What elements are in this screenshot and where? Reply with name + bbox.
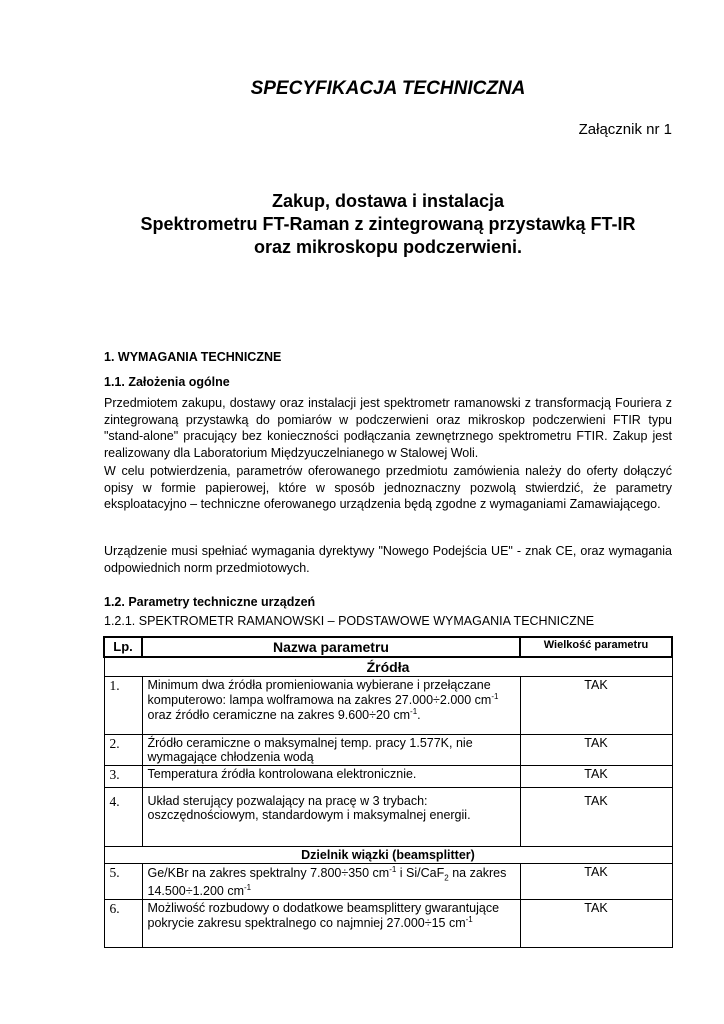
row-parameter: Minimum dwa źródła promieniowania wybierane i przełączane komputerowo: lampa wolframowa na zakres 27.000÷2.000 $cm^{-1}$ oraz źródło ceramiczne na zakres 9.600÷20 $cm^{-1}$. [142, 677, 520, 735]
row-value: TAK [520, 735, 672, 766]
section-heading: 1. WYMAGANIA TECHNICZNE [104, 350, 282, 364]
row-parameter: Źródło ceramiczne o maksymalnej temp. pracy 1.577K, nie wymagające chłodzenia wodą [142, 735, 520, 766]
header-parameter-name: Nazwa parametru [142, 637, 520, 657]
table-row [104, 788, 672, 847]
table-row [104, 677, 672, 735]
paragraph-subject: Przedmiotem zakupu, dostawy oraz instalacji jest spektrometr ramanowski z transformacją Fouriera z zintegrowaną przystawką do pomiarów w podczerwieni oraz mikroskop podczerwieni FTIR typu "stand-alone" pracujący bez konieczności podłączania zewnętrznego spektrometru FTIR. Zakup jest realizowany dla Laboratorium Międzyuczelnianego w Stalowej Woli. [104, 396, 672, 460]
table-row [104, 766, 672, 788]
subject-line-2: Spektrometru FT-Raman z zintegrowaną przystawką FT-IR [140, 214, 636, 234]
row-parameter: Ge/KBr na zakres spektralny 7.800÷350 $cm^{-1}$ i Si/CaF$_2$ na zakres 14.500÷1.200 $cm^{-1}$ [142, 864, 520, 900]
paragraph-ce-requirements: Urządzenie musi spełniać wymagania dyrektywy "Nowego Podejścia UE" - znak CE, oraz wymagania odpowiednich norm przedmiotowych. [104, 544, 672, 575]
spec-table [103, 636, 673, 948]
row-value: TAK [520, 677, 672, 735]
header-parameter-value: Wielkość parametru [520, 637, 672, 657]
row-number: 3. [104, 766, 142, 788]
table-row [104, 864, 672, 900]
group-row-sources [104, 657, 672, 677]
row-parameter: Możliwość rozbudowy o dodatkowe beamsplittery gwarantujące pokrycie zakresu spektralnego co najmniej 27.000÷15 $cm^{-1}$ [142, 899, 520, 947]
group-label-beamsplitter: Dzielnik wiązki (beamsplitter) [104, 847, 672, 864]
row-number: 1. [104, 677, 142, 735]
row-number: 2. [104, 735, 142, 766]
row-number: 5. [104, 864, 142, 900]
table-header-row [104, 637, 672, 657]
group-row-beamsplitter [104, 847, 672, 864]
table-row [104, 735, 672, 766]
group-label-sources: Źródła [104, 657, 672, 677]
row-number: 6. [104, 899, 142, 947]
row-parameter: Układ sterujący pozwalający na pracę w 3 trybach: oszczędnościowym, standardowym i maksymalnej energii. [142, 788, 520, 847]
row-value: TAK [520, 766, 672, 788]
row-value: TAK [520, 788, 672, 847]
table-row [104, 899, 672, 947]
paragraph-confirmation: W celu potwierdzenia, parametrów oferowanego przedmiotu zamówienia należy do oferty dołączyć opisy w formie papierowej, które w sposób jednoznaczny pozwolą stwierdzić, że parametry eksploatacyjno – techniczne oferowanego urządzenia będą zgodne z wymaganiami Zamawiającego. [104, 464, 672, 511]
subsection-heading-parameters: 1.2. Parametry techniczne urządzeń [104, 595, 316, 609]
document-title: SPECYFIKACJA TECHNICZNA [250, 78, 526, 99]
subject-line-3: oraz mikroskopu podczerwieni. [253, 237, 523, 257]
row-value: TAK [520, 899, 672, 947]
subject-line-1: Zakup, dostawa i instalacja [271, 191, 505, 211]
row-value: TAK [520, 864, 672, 900]
row-number: 4. [104, 788, 142, 847]
subsection-heading-general: 1.1. Założenia ogólne [104, 375, 230, 389]
header-lp: Lp. [104, 637, 142, 657]
row-parameter: Temperatura źródła kontrolowana elektronicznie. [142, 766, 520, 788]
subsubsection-heading-spectrometer: 1.2.1. SPEKTROMETR RAMANOWSKI – PODSTAWOWE WYMAGANIA TECHNICZNE [104, 614, 595, 628]
annex-label: Załącznik nr 1 [578, 121, 672, 138]
